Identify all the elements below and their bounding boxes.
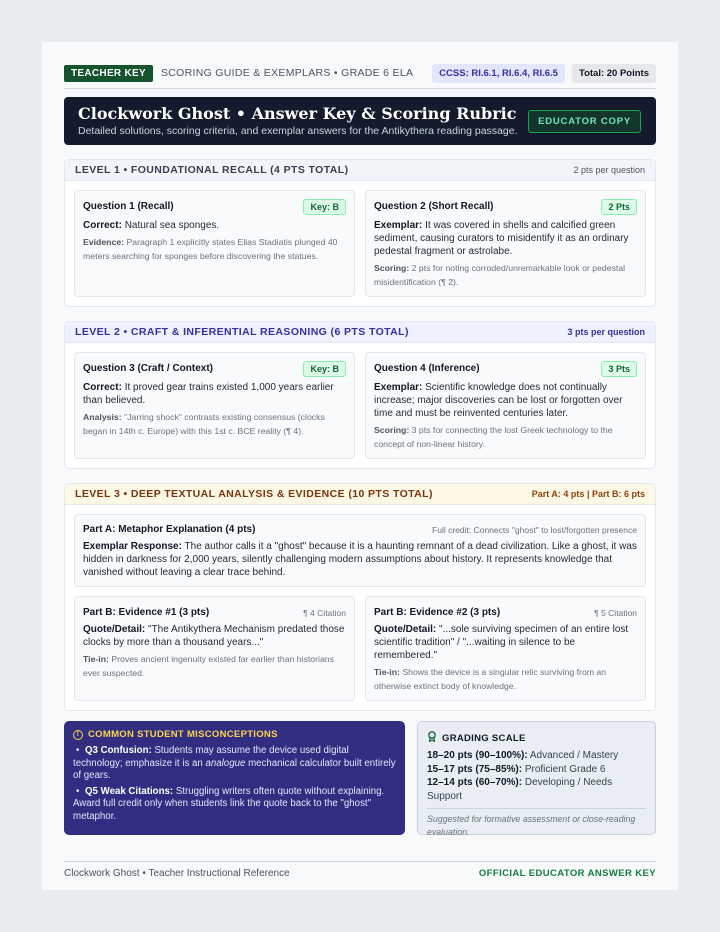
- grading-scale-panel: [417, 721, 656, 835]
- page-subtitle: Detailed solutions, scoring criteria, and exemplar answers for the Antikythera reading passage.: [78, 125, 518, 137]
- answer-key-page: [42, 42, 678, 890]
- guide-label: SCORING GUIDE & EXEMPLARS • GRADE 6 ELA: [160, 67, 414, 79]
- answer-text: Correct: It proved gear trains existed 1,000 years earlier than believed.: [83, 382, 334, 406]
- misconceptions-panel: [64, 721, 405, 835]
- page-title: Clockwork Ghost • Answer Key & Scoring Rubric: [78, 104, 517, 123]
- question-3-card: [74, 352, 355, 459]
- evidence-note: Evidence: Paragraph 1 explicitly states Elias Stadiatis plunged 40 meters searching for sponges before discovering the statues.: [83, 237, 338, 261]
- citation-label: ¶ 4 Citation: [303, 607, 346, 618]
- level-2-title: LEVEL 2 • CRAFT & INFERENTIAL REASONING (6 PTS TOTAL): [75, 326, 409, 338]
- answer-text: Correct: Natural sea sponges.: [83, 220, 220, 231]
- grade-row: 18–20 pts (90–100%): Advanced / Mastery: [427, 750, 619, 761]
- points-pill: 3 Pts: [601, 361, 637, 377]
- evidence-title: Part B: Evidence #2 (3 pts): [374, 607, 501, 618]
- part-a-title: Part A: Metaphor Explanation (4 pts): [83, 524, 256, 535]
- title-banner: [64, 97, 656, 145]
- level-1-section: [64, 159, 656, 307]
- level-1-header: [65, 160, 655, 181]
- answer-key-pill: Key: B: [303, 199, 346, 215]
- level-1-rate: 2 pts per question: [573, 165, 645, 175]
- question-title: Question 4 (Inference): [374, 363, 480, 374]
- question-4-card: [365, 352, 646, 459]
- footer-right: OFFICIAL EDUCATOR ANSWER KEY: [478, 868, 656, 879]
- question-title: Question 2 (Short Recall): [374, 201, 494, 212]
- divider: [64, 88, 656, 89]
- grade-row: 12–14 pts (60–70%): Developing / Needs Support: [427, 777, 613, 802]
- question-title: Question 1 (Recall): [83, 201, 174, 212]
- info-icon: !: [73, 730, 83, 740]
- citation-label: ¶ 5 Citation: [594, 607, 637, 618]
- divider: [427, 808, 646, 809]
- award-icon: [427, 731, 437, 745]
- level-3-rate: Part A: 4 pts | Part B: 6 pts: [531, 489, 645, 499]
- misconception-item: • Q5 Weak Citations: Struggling writers often quote without explaining. Award full credit only when students link the quote back to the "ghost" metaphor.: [73, 785, 385, 822]
- question-1-card: [74, 190, 355, 297]
- scoring-note: Scoring: 2 pts for noting corroded/unremarkable look or pedestal misidentification (¶ 2).: [374, 263, 626, 287]
- tie-in-note: Tie-in: Proves ancient ingenuity existed far earlier than historians ever suspected.: [83, 654, 334, 678]
- evidence-2-card: [365, 596, 646, 701]
- level-2-header: [65, 322, 655, 343]
- misconception-item: • Q3 Confusion: Students may assume the device used digital technology; emphasize it is an analogue mechanical calculator built entirely of gears.: [73, 745, 396, 781]
- answer-key-pill: Key: B: [303, 361, 346, 377]
- misconceptions-title: COMMON STUDENT MISCONCEPTIONS: [88, 729, 278, 740]
- grading-scale-title: GRADING SCALE: [442, 732, 526, 744]
- level-3-header: [65, 484, 655, 505]
- evidence-1-card: [74, 596, 355, 701]
- level-3-title: LEVEL 3 • DEEP TEXTUAL ANALYSIS & EVIDENCE (10 PTS TOTAL): [75, 488, 433, 500]
- answer-text: Exemplar: It was covered in shells and calcified green sediment, causing curators to misidentify it as an ordinary pedestal fragment or astrolabe.: [374, 220, 629, 257]
- grade-row: 15–17 pts (75–85%): Proficient Grade 6: [427, 763, 606, 775]
- scoring-note: Scoring: 3 pts for connecting the lost Greek technology to the concept of non-linear history.: [374, 425, 613, 449]
- points-pill: 2 Pts: [601, 199, 637, 215]
- meta-bar: [64, 64, 656, 82]
- exemplar-response: Exemplar Response: The author calls it a "ghost" because it is a haunting remnant of a dead civilization. Like a ghost, it was hidden in darkness for 2,000 years, silently challenging modern assumptions about history. It represents knowledge that vanished without leaving a clear trace behind.: [83, 541, 637, 578]
- quote-detail: Quote/Detail: "...sole surviving specimen of an entire lost scientific tradition" / "...waiting in silence to be remembered.": [374, 624, 629, 661]
- total-points-badge: Total: 20 Points: [572, 64, 656, 83]
- grading-note: Suggested for formative assessment or close-reading evaluation.: [427, 814, 636, 837]
- level-1-title: LEVEL 1 • FOUNDATIONAL RECALL (4 PTS TOTAL): [75, 164, 349, 176]
- level-2-section: [64, 321, 656, 469]
- footer-left: Clockwork Ghost • Teacher Instructional Reference: [64, 868, 290, 879]
- full-credit-note: Full credit: Connects "ghost" to lost/forgotten presence: [432, 524, 637, 535]
- question-title: Question 3 (Craft / Context): [83, 363, 214, 374]
- teacher-key-badge: TEACHER KEY: [64, 65, 153, 82]
- analysis-note: Analysis: "Jarring shock" contrasts existing consensus (clocks began in 14th c. Europe) with this 1st c. BCE reality (¶ 4).: [83, 412, 325, 436]
- divider: [64, 861, 656, 862]
- misconceptions-header: [73, 729, 396, 740]
- grading-scale-header: [427, 731, 646, 745]
- educator-copy-badge: EDUCATOR COPY: [528, 110, 641, 133]
- quote-detail: Quote/Detail: "The Antikythera Mechanism predated those clocks by more than a thousand years...": [83, 624, 345, 648]
- tie-in-note: Tie-in: Shows the device is a singular relic surviving from an otherwise extinct body of knowledge.: [374, 667, 607, 691]
- level-3-section: [64, 483, 656, 711]
- evidence-title: Part B: Evidence #1 (3 pts): [83, 607, 210, 618]
- standards-badge: CCSS: RI.6.1, RI.6.4, RI.6.5: [432, 64, 565, 83]
- level-2-rate: 3 pts per question: [567, 327, 645, 337]
- question-2-card: [365, 190, 646, 297]
- footer: [64, 868, 656, 879]
- part-a-card: [74, 514, 646, 587]
- answer-text: Exemplar: Scientific knowledge does not continually increase; major discoveries can be lost or forgotten over time and must be reinvented centuries later.: [374, 382, 623, 419]
